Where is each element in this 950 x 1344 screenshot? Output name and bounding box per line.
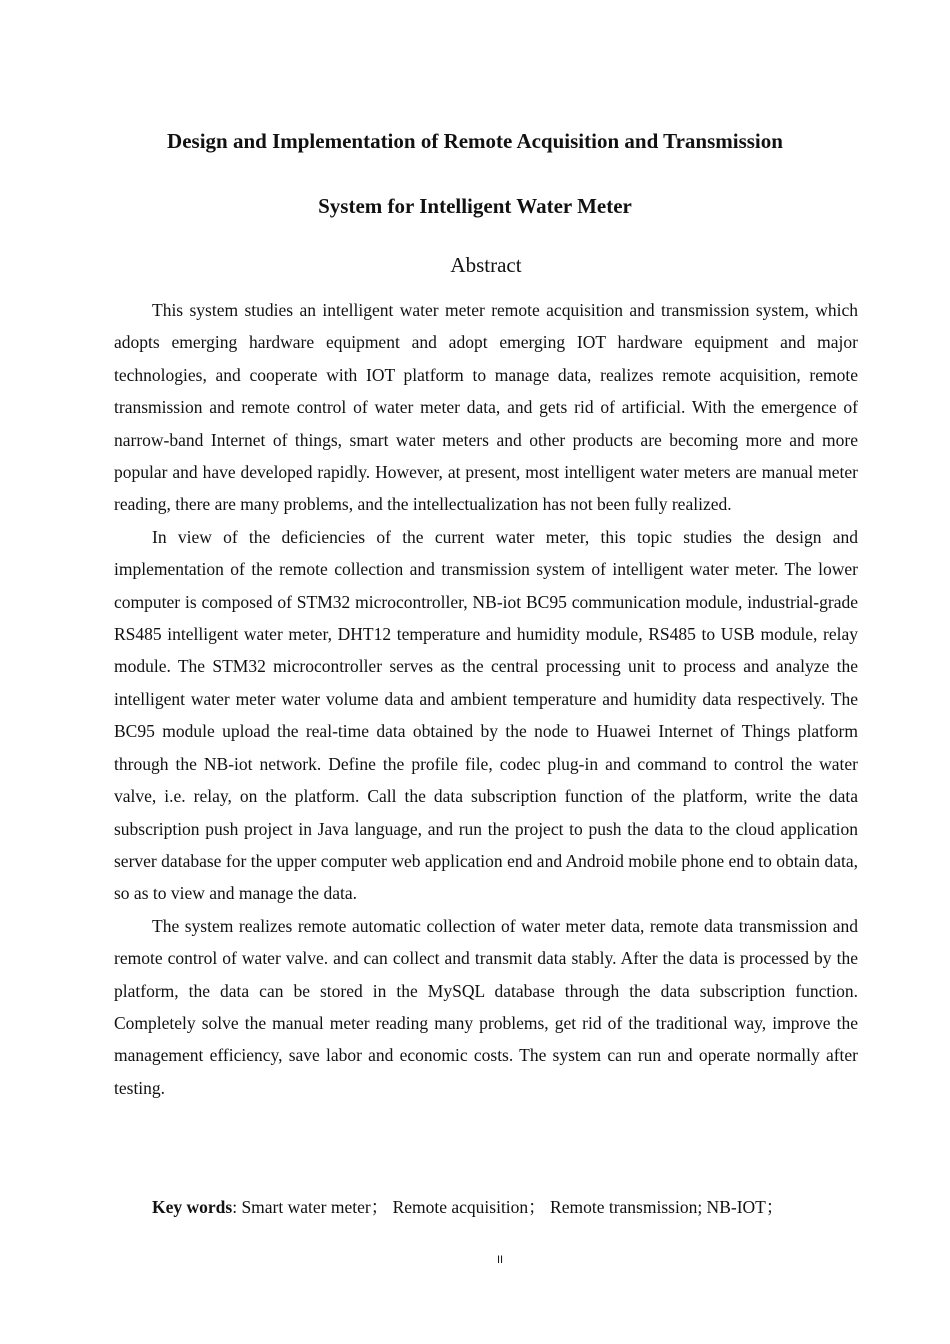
keywords-text: : Smart water meter； Remote acquisition； Remote transmission; NB-IOT； (232, 1197, 784, 1217)
page-number: II (496, 1254, 504, 1266)
thesis-title-line-1: Design and Implementation of Remote Acquisition and Transmission (167, 129, 783, 153)
keywords-label: Key words (152, 1197, 233, 1217)
abstract-body (114, 294, 858, 1104)
abstract-paragraph-2: In view of the deficiencies of the current water meter, this topic studies the design and implementation of the remote collection and transmission system of intelligent water meter. The lower computer is composed of STM32 microcontroller, NB-iot BC95 communication module, industrial-grade RS485 intelligent water meter, DHT12 temperature and humidity module, RS485 to USB module, relay module. The STM32 microcontroller serves as the central processing unit to process and analyze the intelligent water meter water volume data and ambient temperature and humidity data respectively. The BC95 module upload the real-time data obtained by the node to Huawei Internet of Things platform through the NB-iot network. Define the profile file, codec plug-in and command to control the water valve, i.e. relay, on the platform. Call the data subscription function of the platform, write the data subscription push project in Java language, and run the project to push the data to the cloud application server database for the upper computer web application end and Android mobile phone end to obtain data, so as to view and manage the data. (114, 526, 858, 904)
abstract-paragraph-3: The system realizes remote automatic collection of water meter data, remote data transmission and remote control of water valve. and can collect and transmit data stably. After the data is processed by the platform, the data can be stored in the MySQL database through the data subscription function. Completely solve the manual meter reading many problems, get rid of the traditional way, improve the management efficiency, save labor and economic costs. The system can run and operate normally after testing. (114, 915, 858, 1098)
thesis-title-line-2: System for Intelligent Water Meter (318, 194, 632, 218)
abstract-heading: Abstract (450, 253, 522, 277)
keywords-line (114, 1192, 858, 1222)
abstract-paragraph-1: This system studies an intelligent water meter remote acquisition and transmission system, which adopts emerging hardware equipment and adopt emerging IOT hardware equipment and major technologies, and cooperate with IOT platform to manage data, realizes remote acquisition, remote transmission and remote control of water meter data, and gets rid of artificial. With the emergence of narrow-band Internet of things, smart water meters and other products are becoming more and more popular and have developed rapidly. However, at present, most intelligent water meters are manual meter reading, there are many problems, and the intellectualization has not been fully realized. (114, 300, 858, 515)
